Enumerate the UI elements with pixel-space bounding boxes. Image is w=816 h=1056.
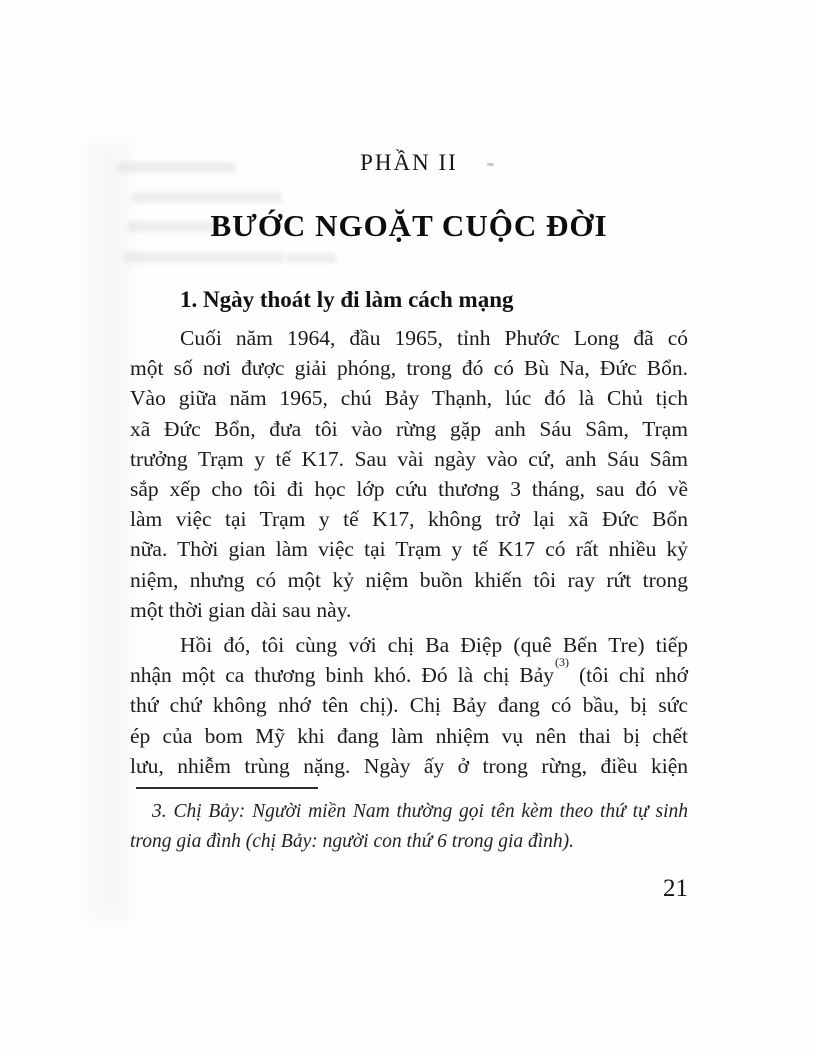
text-line: trưởng Trạm y tế K17. Sau vài ngày vào cứ, anh Sáu Sâm — [130, 446, 688, 471]
text-line: một số nơi được giải phóng, trong đó có Bù Na, Đức Bổn. — [130, 356, 688, 381]
paragraph — [130, 323, 688, 625]
body-paragraphs — [130, 323, 688, 781]
text-column — [130, 0, 688, 857]
text-line: một thời gian dài sau này. — [130, 597, 352, 622]
text-line: Cuối năm 1964, đầu 1965, tỉnh Phước Long đã có — [180, 326, 688, 350]
footnote-separator — [136, 787, 318, 789]
text-line: nhận một ca thương binh khó. Đó là chị Bảy$^{(3)}$ (tôi chỉ nhớ — [130, 655, 688, 688]
text-line: thứ chứ không nhớ tên chị). Chị Bảy đang có bầu, bị sức — [130, 693, 688, 718]
page-number: 21 — [663, 875, 688, 902]
text-line: làm việc tại Trạm y tế K17, không trở lại xã Đức Bổn — [130, 507, 688, 532]
text-line: nữa. Thời gian làm việc tại Trạm y tế K17 có rất nhiều kỷ — [130, 537, 688, 562]
footnote-text — [130, 797, 688, 857]
text-line: 3. Chị Bảy: Người miền Nam thường gọi tên kèm theo thứ tự sinh — [152, 801, 688, 823]
text-line: lưu, nhiễm trùng nặng. Ngày ấy ở trong rừng, điều kiện — [130, 753, 688, 778]
text-line: sắp xếp cho tôi đi học lớp cứu thương 3 tháng, sau đó về — [130, 477, 688, 502]
scan-edge-shading — [86, 140, 132, 920]
section-heading: 1. Ngày thoát ly đi làm cách mạng — [180, 287, 514, 312]
footnote-ref: (3) — [555, 655, 570, 670]
text-line: Vào giữa năm 1965, chú Bảy Thạnh, lúc đó là Chủ tịch — [130, 386, 688, 411]
part-label: PHẦN II — [360, 150, 458, 175]
text-line: Hồi đó, tôi cùng với chị Ba Điệp (quê Bến Tre) tiếp — [180, 633, 688, 658]
text-line: ép của bom Mỹ khi đang làm nhiệm vụ nên thai bị chết — [130, 723, 688, 748]
paragraph — [130, 630, 688, 781]
text-line: xã Đức Bổn, đưa tôi vào rừng gặp anh Sáu Sâm, Trạm — [130, 416, 688, 441]
text-line: niệm, nhưng có một kỷ niệm buồn khiến tôi ray rứt trong — [130, 567, 688, 592]
chapter-title: BƯỚC NGOẶT CUỘC ĐỜI — [210, 208, 608, 243]
text-line: trong gia đình (chị Bảy: người con thứ 6 trong gia đình). — [130, 831, 575, 853]
